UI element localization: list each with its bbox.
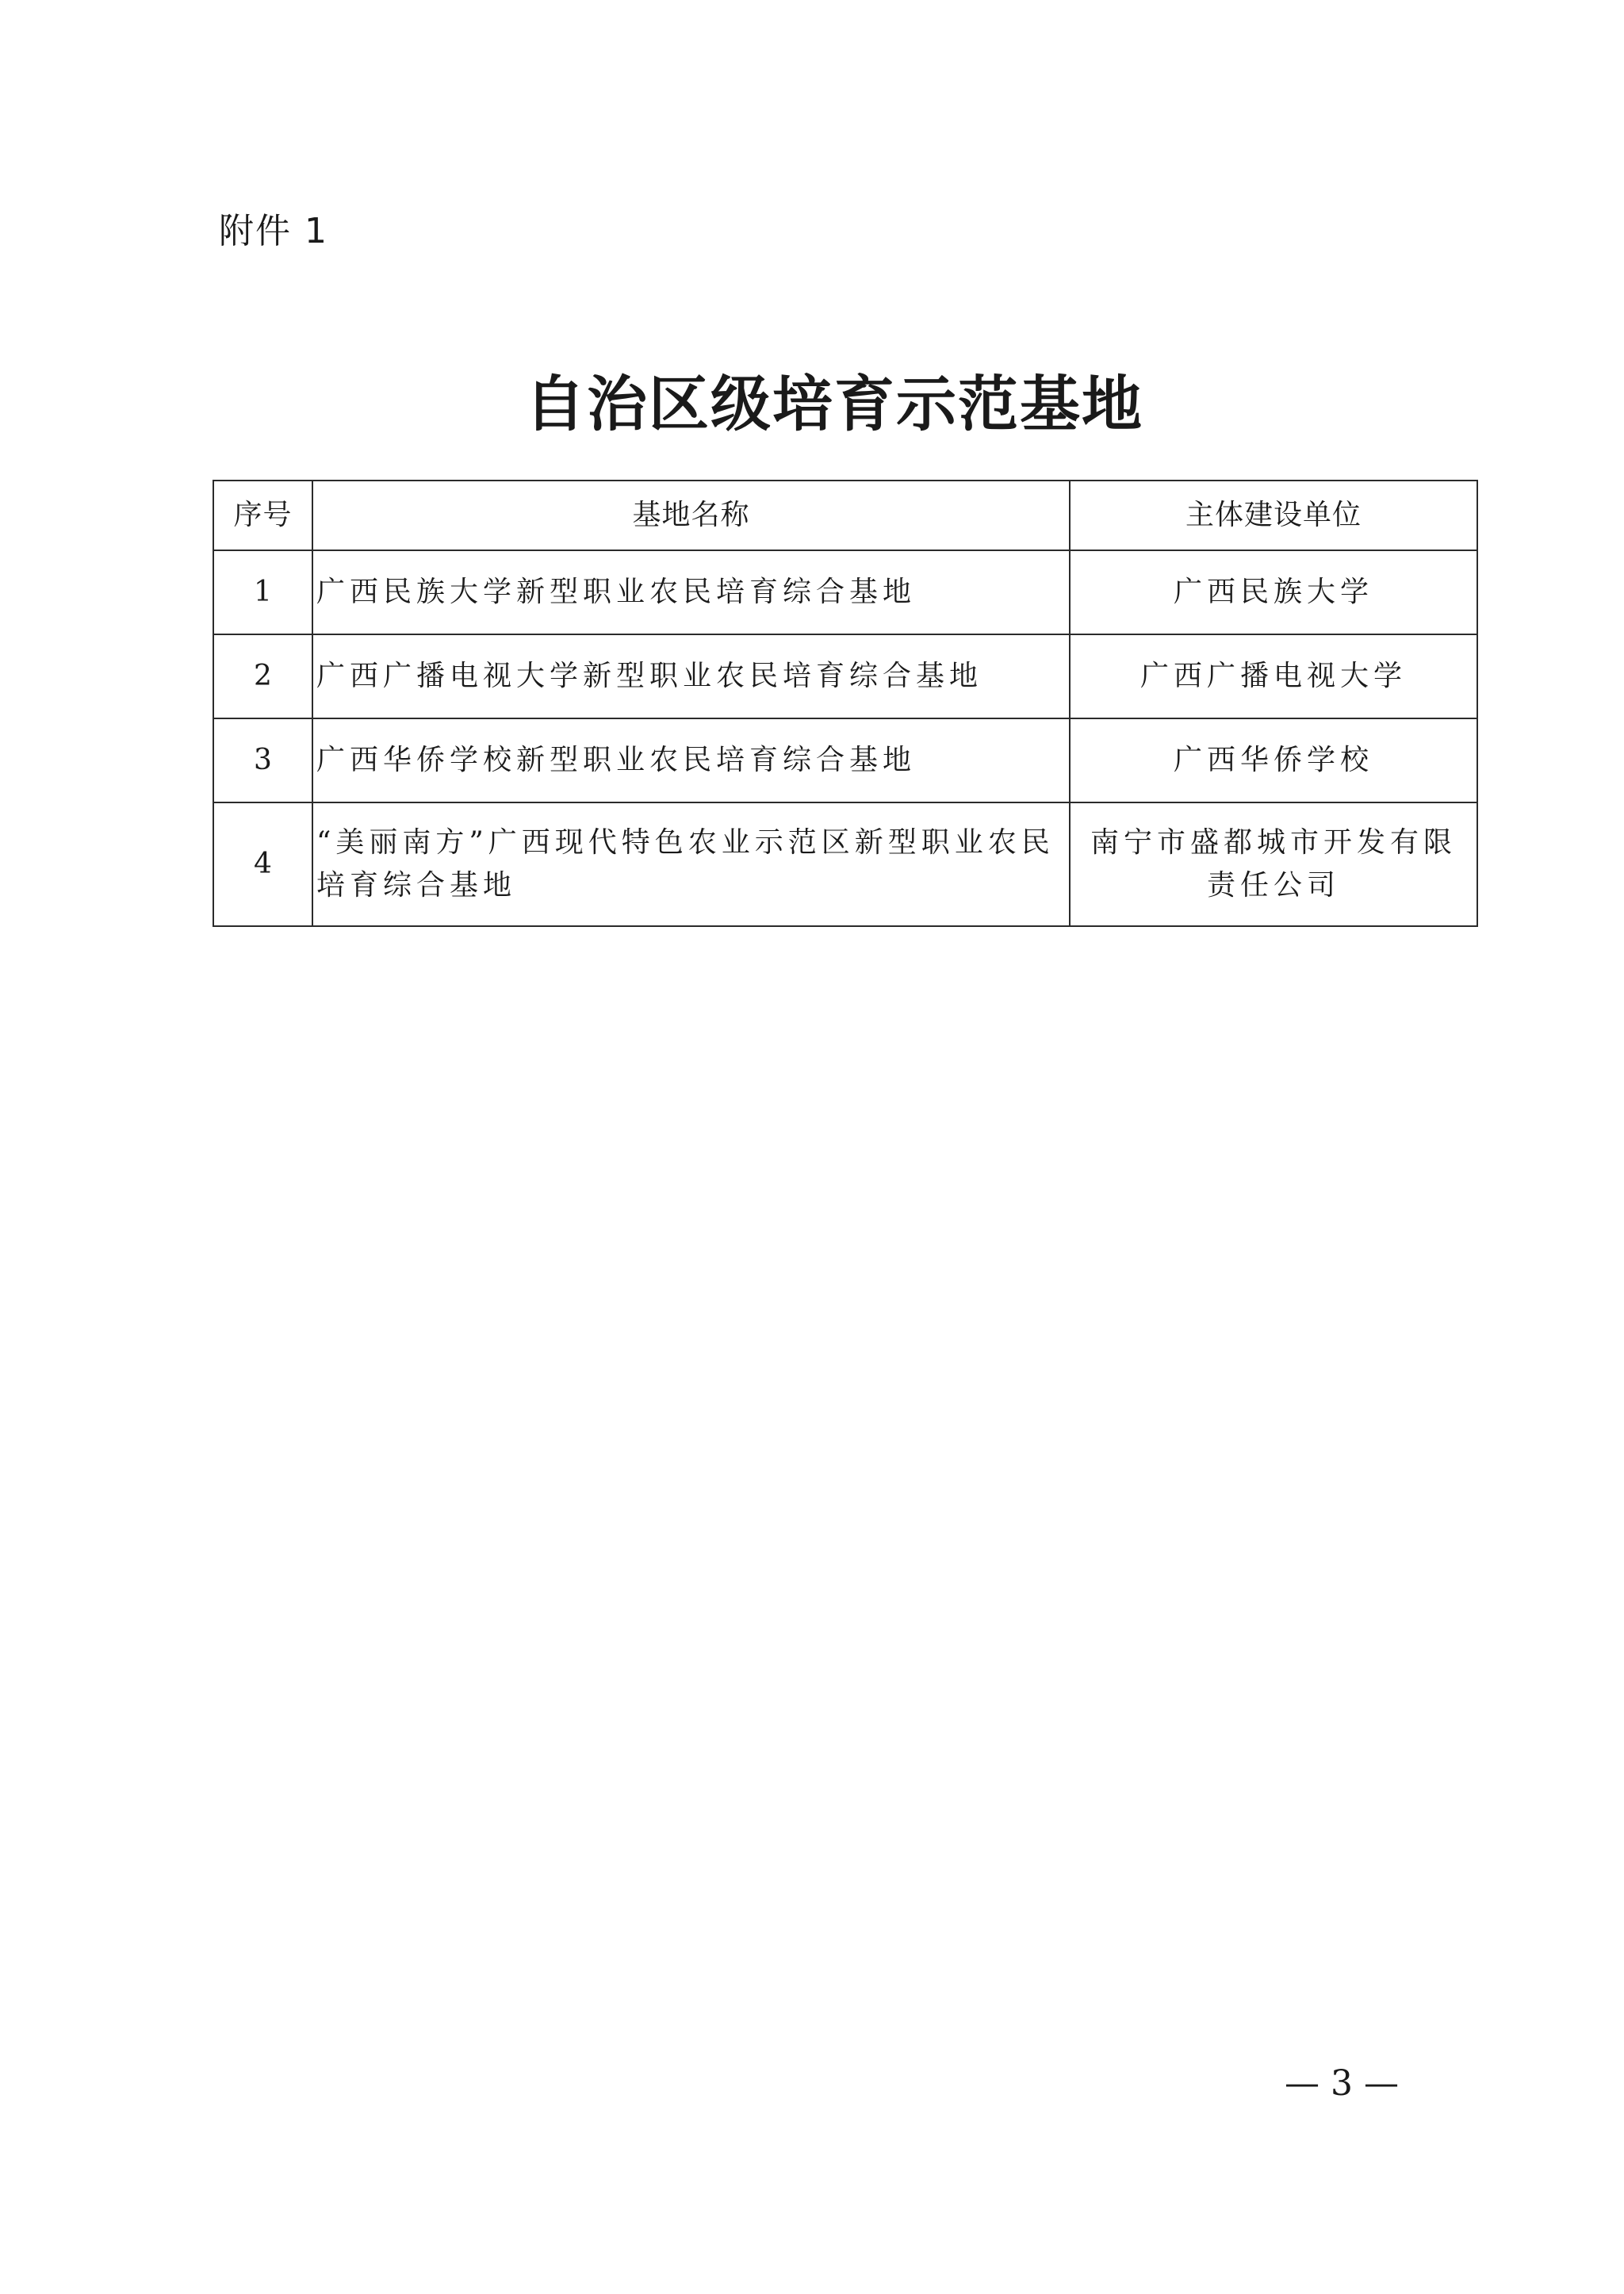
row-seq: 1 — [213, 550, 312, 634]
row-unit: 广西民族大学 — [1070, 550, 1477, 634]
row-base-name: 广西广播电视大学新型职业农民培育综合基地 — [312, 634, 1070, 718]
table-row — [213, 718, 1477, 802]
attachment-label: 附件 1 — [219, 211, 328, 251]
header-seq: 序号 — [213, 481, 312, 550]
row-base-name: “美丽南方”广西现代特色农业示范区新型职业农民培育综合基地 — [312, 802, 1070, 926]
row-base-name: 广西华侨学校新型职业农民培育综合基地 — [312, 718, 1070, 802]
table-row — [213, 550, 1477, 634]
table-row — [213, 802, 1477, 926]
row-seq: 4 — [213, 802, 312, 926]
row-base-name: 广西民族大学新型职业农民培育综合基地 — [312, 550, 1070, 634]
row-seq: 3 — [213, 718, 312, 802]
row-unit: 南宁市盛都城市开发有限责任公司 — [1070, 802, 1477, 926]
page-title: 自治区级培育示范基地 — [525, 369, 1143, 439]
page-number: — 3 — — [1285, 2063, 1399, 2104]
row-seq: 2 — [213, 634, 312, 718]
row-unit: 广西广播电视大学 — [1070, 634, 1477, 718]
table-header-row — [213, 481, 1477, 550]
header-name: 基地名称 — [312, 481, 1070, 550]
header-unit: 主体建设单位 — [1070, 481, 1477, 550]
table-row — [213, 634, 1477, 718]
base-table — [213, 480, 1478, 927]
row-unit: 广西华侨学校 — [1070, 718, 1477, 802]
